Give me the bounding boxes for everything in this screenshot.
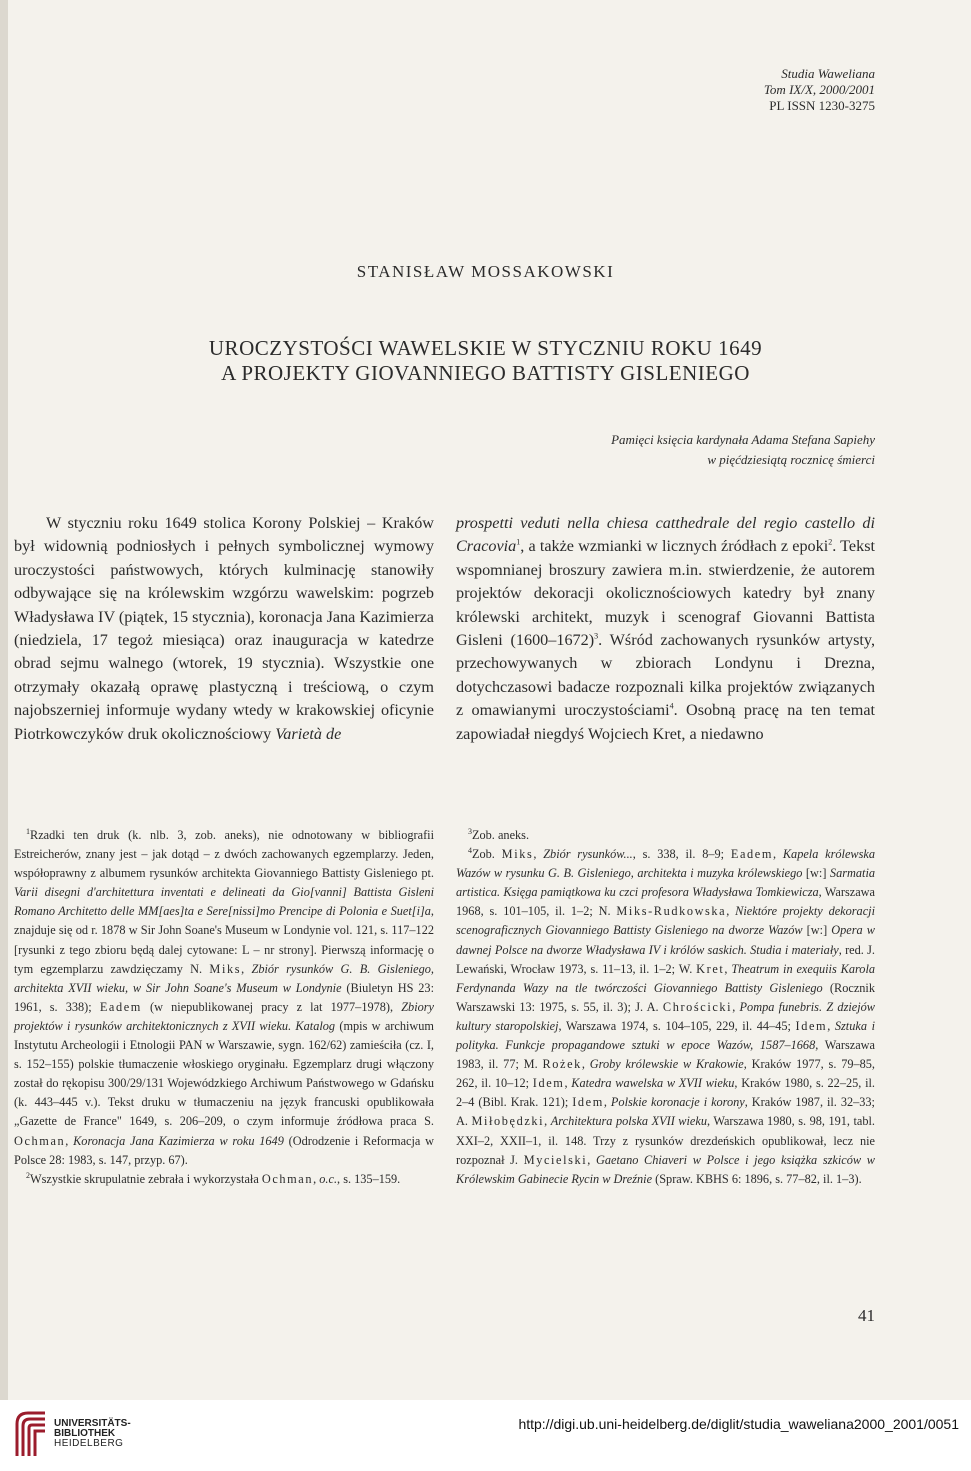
fn-text: , Warszawa 1980, s. 98, 191, tabl. XXI–2, XXII–1, il. 148. Trzy z rysunków drezdeńskich opublikował, lecz nie rozpoznał J.: [456, 1114, 876, 1167]
fn-author: Miks-Rudkowska: [616, 904, 727, 919]
footnote-3: [456, 826, 875, 845]
footnotes-right: [456, 826, 875, 1189]
fn-text: ,: [313, 1171, 320, 1186]
footnote-ref-3[interactable]: 3: [594, 631, 599, 641]
footnote-ref-1[interactable]: 1: [516, 538, 521, 548]
body-italic: prospetti veduti nella chiesa catthedrale del regio castello di Cracovia: [456, 514, 875, 556]
fn-text: , Warszawa 1968, s. 101–105, il. 1–2; N.: [456, 885, 875, 919]
fn-text: Zob.: [472, 847, 502, 862]
footnotes-left: [14, 826, 434, 1189]
fn-italic: o.c.: [319, 1171, 338, 1186]
fn-author: Eadem: [730, 847, 773, 862]
fn-italic: Varii disegni d'architettura inventati e delineati da Gio[vanni] Battista Gisleni Romano Architetto delle MM[aes]ta e Sere[nissi]mo Prencipe di Polonia e Suet[i]a: [14, 885, 434, 919]
body-text: W styczniu roku 1649 stolica Korony Polskiej – Kraków był widownią podniosłych i pełnych symbolicznej wymowy uroczystości państwowych, których kulminację stanowiły odbywające się na królewskim wzgórzu wawelskim: pogrzeb Władysława IV (piątek, 15 stycznia), koronacja Jana Kazimierza (niedziela, 17 tegoż miesiąca) oraz inauguracja w katedrze obrad sejmu walnego (wtorek, 19 stycznia). Wszystkie one otrzymały okazałą oprawę plastyczną i treściową, o czym najobszerniej informuje wydany wtedy w krakowskiej oficynie Piotrkowczyków druk okolicznościowy: [14, 514, 434, 743]
body-paragraph: [14, 512, 434, 746]
fn-text: ,: [544, 1114, 551, 1129]
fn-italic: Niektóre projekty dekoracji scenograficznych Giovanniego Battisty Gisleniego na dworze Wazów: [456, 904, 876, 938]
footnote-1: [14, 826, 434, 1170]
footnote-2: [14, 1170, 434, 1189]
fn-text: (w niepublikowanej pracy z lat 1977–1978),: [141, 999, 402, 1014]
fn-text: , s. 135–159.: [337, 1171, 401, 1186]
fn-text: (Biuletyn HS 23: 1961, s. 338);: [14, 980, 434, 1014]
body-text: . Tekst wspomnianej broszury zawiera m.in. stwierdzenie, że autorem projektów dekoracji okolicznościowych katedry był znany królewski architekt, muzyk i scenograf Giovanni Battista Gisleni (1600–1672): [456, 537, 875, 650]
footnote-ref-4[interactable]: 4: [669, 701, 674, 711]
fn-author: Mycielski: [523, 1152, 588, 1167]
fn-author: Kret: [696, 961, 725, 976]
title-line-2: A PROJEKTY GIOVANNIEGO BATTISTY GISLENIEGO: [221, 361, 750, 385]
journal-issn: PL ISSN 1230-3275: [769, 98, 875, 113]
source-url[interactable]: http://digi.ub.uni-heidelberg.de/diglit/studia_waweliana2000_2001/0051: [518, 1416, 959, 1432]
fn-text: Wszystkie skrupulatnie zebrała i wykorzystała: [30, 1171, 262, 1186]
article-title: [0, 336, 971, 386]
fn-italic: Sztuka i polityka. Funkcje propagandowe sztuki w epoce Wazów, 1587–1668: [456, 1018, 875, 1053]
fn-text: [w:]: [802, 866, 830, 881]
fn-italic: Pompa funebris. Z dziejów kultury staropolskiej: [456, 999, 876, 1033]
fn-text: ,: [726, 904, 736, 919]
dedication-line-2: w pięćdziesiątą rocznicę śmierci: [707, 452, 875, 467]
body-column-left: [14, 512, 434, 746]
library-line-2: BIBLIOTHEK: [54, 1428, 116, 1439]
fn-italic: Theatrum in exequiis Karola Ferdynanda Wazy na tle twórczości Giovanniego Battisty Gisleniego: [456, 961, 876, 995]
fn-italic: Sarmatia artistica. Księga pamiątkowa ku czci profesora Władysława Tomkiewicza: [456, 866, 876, 900]
fn-text: ,: [772, 847, 783, 862]
body-text: . Osobną pracę na ten temat zapowiadał niegdyś Wojciech Kret, a niedawno: [456, 701, 875, 743]
fn-author: Rożek: [542, 1057, 582, 1072]
fn-italic: Opera w dawnej Polsce na dworze Władysława IV i królów saskich. Studia i materiały: [456, 923, 876, 957]
fn-text: ,: [732, 999, 740, 1014]
fn-italic: Groby królewskie w Krakowie: [589, 1057, 744, 1072]
footnote-number: 3: [468, 826, 472, 836]
footnote-ref-2[interactable]: 2: [828, 538, 833, 548]
body-text: . Wśród zachowanych rysunków artysty, przechowywanych w zbiorach Londynu i Drezna, dotychczasowi badacze rozpoznali kilka projektów związanych z omawianymi uroczystościami: [456, 631, 875, 720]
fn-text: , s. 338, il. 8–9;: [632, 847, 731, 862]
fn-text: (Rocznik Warszawski 13: 1975, s. 55, il. 3); J. A.: [456, 980, 876, 1014]
fn-text: (Spraw. KBHS 6: 1896, s. 77–82, il. 1–3).: [652, 1171, 862, 1186]
dedication-line-1: Pamięci księcia kardynała Adama Stefana Sapiehy: [611, 432, 875, 447]
fn-text: , Kraków 1977, s. 79–85, 262, il. 10–12;: [456, 1057, 876, 1091]
fn-text: ,: [603, 1095, 611, 1110]
fn-text: ,: [241, 961, 252, 976]
footnote-number: 4: [468, 846, 472, 855]
fn-text: , red. J. Lewański, Wrocław 1973, s. 11–13, il. 1–2; W.: [456, 942, 876, 976]
fn-text: ,: [827, 1018, 835, 1033]
digitization-footer: [0, 1400, 971, 1471]
fn-italic: Gaetano Chiaveri w Polsce i jego książka szkiców w Królewskim Gabinecie Rycin w Dreźnie: [456, 1152, 875, 1186]
library-logo-icon: [14, 1410, 48, 1458]
fn-text: (Odrodzenie i Reformacja w Polsce 28: 1983, s. 147, przyp. 67).: [14, 1133, 434, 1167]
fn-text: ,: [65, 1133, 74, 1148]
library-line-1: UNIVERSITÄTS-: [54, 1418, 131, 1429]
fn-italic: Zbiór rysunków G. B. Gisleniego, architekta XVII wieku, w Sir John Soane's Museum w Londynie: [14, 961, 434, 995]
fn-author: Idem: [795, 1018, 828, 1033]
fn-text: ,: [724, 961, 732, 976]
fn-author: Idem: [532, 1076, 565, 1091]
fn-italic: Zbiory projektów i rysunków architektonicznych z XVII wieku. Katalog: [14, 999, 434, 1033]
fn-text: ,: [587, 1152, 597, 1167]
fn-author: Ochman: [14, 1133, 66, 1148]
fn-text: [w:]: [802, 923, 832, 938]
library-line-3: HEIDELBERG: [54, 1438, 124, 1449]
body-italic: Varietà de: [275, 724, 342, 743]
author-name: STANISŁAW MOSSAKOWSKI: [356, 262, 615, 281]
fn-author: Miks: [209, 961, 242, 976]
fn-italic: Kapela królewska Wazów w rysunku G. B. Gisleniego, architekta i muzyka królewskiego: [456, 847, 875, 881]
fn-text: , znajduje się od r. 1878 w Sir John Soane's Museum w Londynie vol. 121, s. 117–122 [rysunki z tego zbioru będą dalej cytowane: L – nr strony]. Pierwszą informację o tym egzemplarzu zawdzięczamy N.: [14, 904, 434, 976]
fn-author: Chrościcki: [662, 999, 733, 1014]
library-name: [54, 1419, 131, 1449]
journal-volume: Tom IX/X, 2000/2001: [763, 82, 875, 97]
fn-italic: Architektura polska XVII wieku: [550, 1114, 707, 1129]
footnote-number: 2: [26, 1170, 30, 1180]
body-column-right: [456, 512, 875, 746]
fn-text: , Warszawa 1983, il. 77; M.: [456, 1038, 875, 1072]
fn-author: Ochman: [261, 1171, 314, 1186]
fn-italic: Katedra wawelska w XVII wieku: [571, 1076, 735, 1091]
fn-author: Eadem: [99, 999, 142, 1014]
fn-italic: Zbiór rysunków...: [543, 847, 633, 862]
body-text: , a także wzmianki w licznych źródłach z epoki: [520, 537, 829, 556]
fn-text: (mpis w archiwum Instytutu Archeologii i Etnologii PAN w Warszawie, sygn. 162/62) zamieściła (cz. I, s. 152–155) polskie tłumaczenie włoskiego oryginału. Egzemplarz drugi włączony został do rękopisu 300/29/131 Wojewódzkiego Archiwum Państwowego w Gdańsku (k. 443–445 v.). Tekst druku w tłumaczeniu na język francuski opublikowała „Gazette de France" 1649, s. 206–209, o czym informuje źródłowa praca S.: [14, 1018, 434, 1129]
fn-text: ,: [533, 847, 544, 862]
body-paragraph: [456, 512, 875, 746]
fn-text: Rzadki ten druk (k. nlb. 3, zob. aneks), nie odnotowany w bibliografii Estreicherów, znany jest – jak dotąd – z dwóch zachowanych egzemplarzy. Jeden, współoprawny z albumem rysunków architekta Giovanniego Battisty Gisleniego pt.: [14, 828, 434, 881]
page-number: 41: [858, 1306, 875, 1325]
fn-text: Zob. aneks.: [472, 828, 530, 842]
page-edge: [0, 0, 8, 1471]
title-line-1: UROCZYSTOŚCI WAWELSKIE W STYCZNIU ROKU 1649: [208, 336, 763, 360]
dedication: [611, 430, 875, 470]
fn-italic: Koronacja Jana Kazimierza w roku 1649: [73, 1133, 284, 1148]
fn-text: , Kraków 1980, s. 22–25, il. 2–4 (Bibl. Krak. 121);: [456, 1076, 875, 1110]
footnote-4: [456, 845, 875, 1189]
fn-italic: Polskie koronacje i korony: [610, 1095, 745, 1110]
fn-author: Idem: [572, 1095, 604, 1110]
fn-text: ,: [564, 1076, 572, 1091]
fn-text: , Warszawa 1974, s. 104–105, 229, il. 44–45;: [558, 1018, 796, 1033]
journal-name: Studia Waweliana: [781, 66, 875, 81]
journal-header: [764, 66, 875, 114]
fn-text: ,: [581, 1057, 590, 1072]
fn-author: Miłobędzki: [471, 1114, 545, 1129]
fn-text: , Kraków 1987, il. 32–33; A.: [456, 1095, 875, 1129]
footnote-number: 1: [26, 826, 30, 836]
fn-author: Miks: [501, 847, 534, 862]
